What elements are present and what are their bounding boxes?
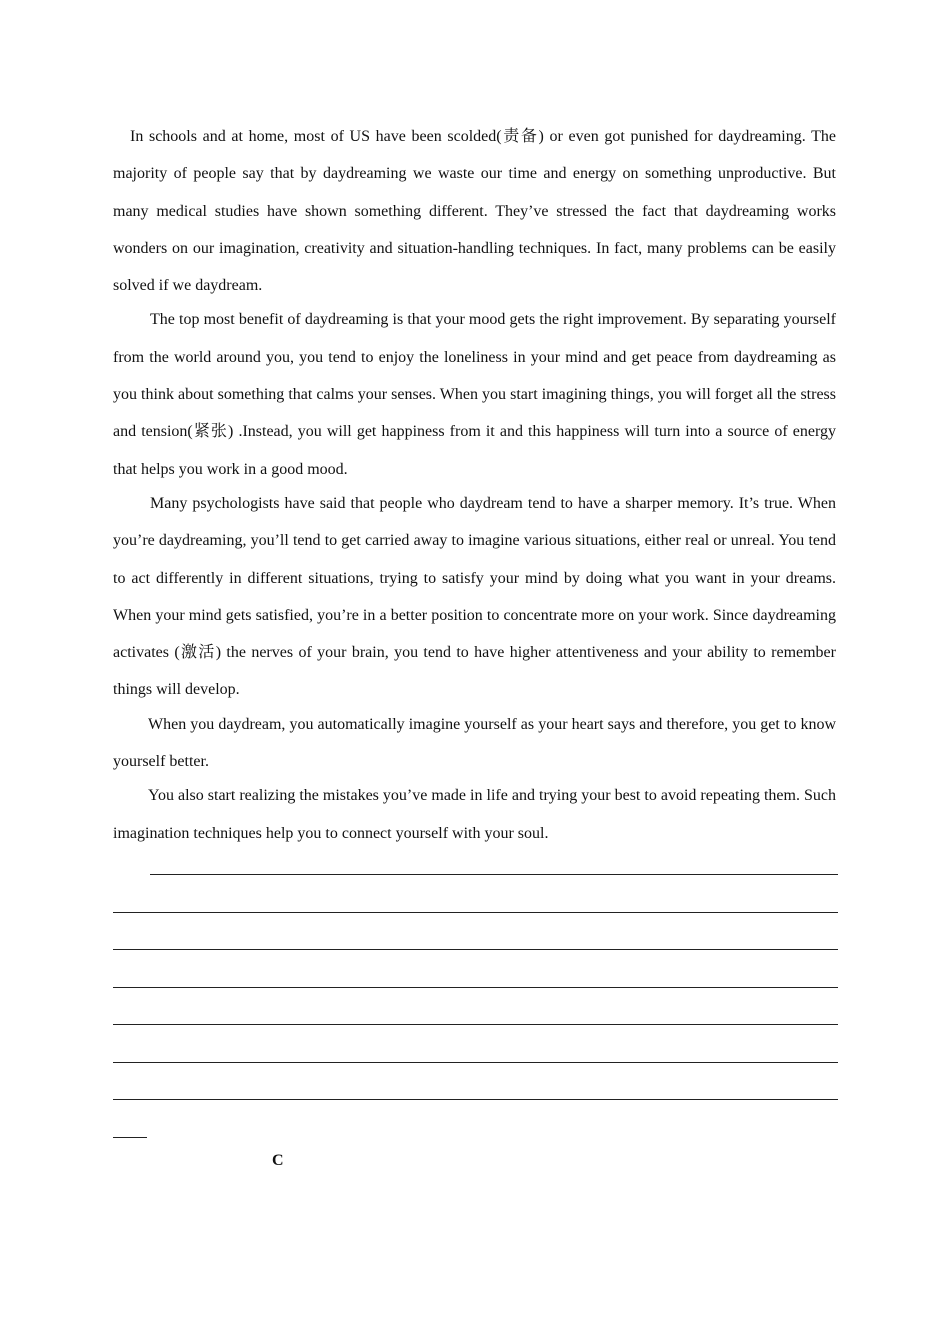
passage <box>113 118 836 852</box>
section-heading: C <box>272 1152 284 1169</box>
paragraph-1: In schools and at home, most of US have been scolded(责备) or even got punished for daydreaming. The majority of people say that by daydreaming we waste our time and energy on something unproductive. But many medical studies have shown something different. They’ve stressed the fact that daydreaming works wonders on our imagination, creativity and situation-handling techniques. In fact, many problems can be easily solved if we daydream. <box>113 128 836 295</box>
paragraph-2: The top most benefit of daydreaming is that your mood gets the right improvement. By separating yourself from the world around you, you tend to enjoy the loneliness in your mind and get peace from daydreaming as you think about something that calms your senses. When you start imagining things, you will forget all the stress and tension(紧张) .Instead, you will get happiness from it and this happiness will turn into a source of energy that helps you work in a good mood. <box>113 311 836 478</box>
paragraph-5: You also start realizing the mistakes you’ve made in life and trying your best to avoid repeating them. Such imagination techniques help you to connect yourself with your soul. <box>113 787 836 842</box>
paragraph-3: Many psychologists have said that people who daydream tend to have a sharper memory. It’s true. When you’re daydreaming, you’ll tend to get carried away to imagine various situations, either real or unreal. You tend to act differently in different situations, trying to satisfy your mind by doing what you want in your dreams. When your mind gets satisfied, you’re in a better position to concentrate more on your work. Since daydreaming activates (激活) the nerves of your brain, you tend to have higher attentiveness and your ability to remember things will develop. <box>113 494 836 699</box>
answer-line <box>113 1062 838 1063</box>
answer-line <box>113 987 838 988</box>
answer-line <box>150 874 838 875</box>
answer-line <box>113 1099 838 1100</box>
answer-line-end <box>113 1137 147 1138</box>
answer-writing-area[interactable] <box>113 874 838 1174</box>
answer-line <box>113 949 838 950</box>
paragraph-4: When you daydream, you automatically imagine yourself as your heart says and therefore, you get to know yourself better. <box>113 715 836 771</box>
answer-line <box>113 1024 838 1025</box>
answer-line <box>113 912 838 913</box>
